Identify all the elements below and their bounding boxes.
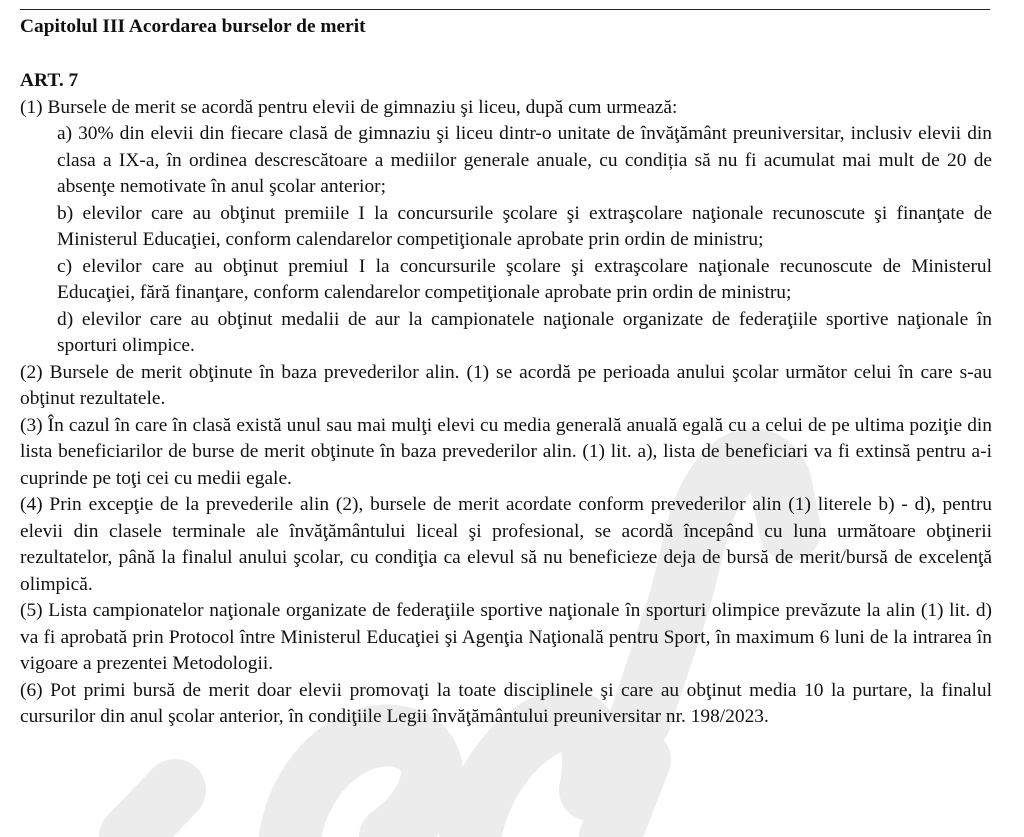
chapter-title: Capitolul III Acordarea burselor de merit bbox=[20, 16, 366, 37]
paragraph-1-item-a: a) 30% din elevii din fiecare clasă de gimnaziu şi liceu dintr-o unitate de învăţământ preuniversitar, inclusiv elevii din clasa a IX-a, în ordinea descrescătoare a mediilor generale anuale, cu condiția să nu fi acumulat mai mult de 20 de absenţe nemotivate în anul şcolar anterior; bbox=[57, 123, 992, 197]
paragraph-1-item-b: b) elevilor care au obţinut premiile I la concursurile şcolare şi extraşcolare naţionale recunoscute şi finanţate de Ministerul Educaţiei, conform calendarelor competiţionale aprobate prin ordin de ministru; bbox=[57, 202, 992, 250]
article-title: ART. 7 bbox=[20, 70, 79, 91]
paragraph-5: (5) Lista campionatelor naţionale organizate de federaţiile sportive naţionale în sporturi olimpice prevăzute la alin (1) lit. d) va fi aprobată prin Protocol între Ministerul Educaţiei şi Agenţia Naţională pentru Sport, în maximum 6 luni de la intrarea în vigoare a prezentei Metodologii. bbox=[20, 600, 992, 674]
paragraph-1-item-c: c) elevilor care au obţinut premiul I la concursurile şcolare şi extraşcolare naţionale recunoscute de Ministerul Educaţiei, fără finanţare, conform calendarelor competiţionale aprobate prin ordin de ministru; bbox=[57, 255, 992, 303]
paragraph-6: (6) Pot primi bursă de merit doar elevii promovaţi la toate disciplinele şi care au obţinut media 10 la purtare, la finalul cursurilor din anul şcolar anterior, în condiţiile Legii învăţământului preuniversitar nr. 198/2023. bbox=[20, 679, 992, 727]
paragraph-3: (3) În cazul în care în clasă există unul sau mai mulţi elevi cu media generală anuală egală cu a celui de pe ultima poziţie din lista beneficiarilor de burse de merit obţinute în baza prevederilor alin. (1) lit. a), lista de beneficiari va fi extinsă pentru a-i cuprinde pe toţi cei cu medii egale. bbox=[20, 414, 992, 489]
top-divider bbox=[20, 9, 990, 10]
blank-line bbox=[20, 41, 992, 68]
paragraph-4: (4) Prin excepţie de la prevederile alin (2), bursele de merit acordate conform prevederilor alin (1) literele b) - d), pentru elevii din clasele terminale ale învăţământului liceal şi profesional, se acordă începând cu luna următoare obţinerii rezultatelor, până la finalul anului şcolar, cu condiţia ca elevul să nu beneficieze deja de bursă de merit/bursă de excelenţă olimpică. bbox=[20, 494, 992, 595]
paragraph-1-item-d: d) elevilor care au obţinut medalii de aur la campionatele naţionale organizate de federaţiile sportive naţionale în sporturi olimpice. bbox=[57, 308, 992, 356]
document-body bbox=[20, 14, 992, 731]
paragraph-1: (1) Bursele de merit se acordă pentru elevii de gimnaziu şi liceu, după cum urmează: bbox=[20, 96, 678, 118]
paragraph-2: (2) Bursele de merit obţinute în baza prevederilor alin. (1) se acordă pe perioada anului şcolar următor celui în care s-au obţinut rezultatele. bbox=[20, 361, 992, 409]
